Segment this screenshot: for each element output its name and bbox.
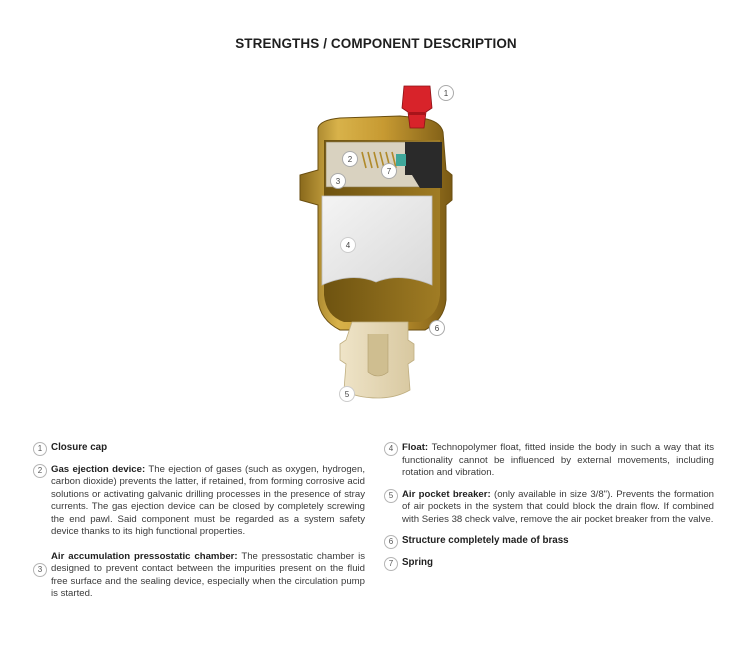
list-item	[33, 464, 365, 539]
item-number-badge: 7	[384, 557, 398, 571]
callout-1: 1	[443, 89, 449, 98]
list-item	[33, 442, 365, 455]
callout-3: 3	[335, 177, 341, 186]
item-heading: Closure cap	[51, 442, 108, 453]
item-text: Technopolymer float, fitted inside the body in such a way that its functionality cannot be influenced by external movements, including rotation and vibration.	[402, 442, 714, 478]
item-heading: Air pocket breaker:	[402, 488, 491, 500]
item-heading: Gas ejection device:	[51, 463, 146, 475]
item-number-badge: 1	[33, 442, 47, 456]
item-text: The ejection of gases (such as oxygen, hydrogen, carbon dioxide) prevents the latter, if retained, from forming corrosive acid solutions or activating galvanic drilling processes in the presence of stray currents. The gas ejection device can be closed by completely screwing the end pawl. Said component must be regarded as a system safety device thanks to its high functional properties.	[51, 463, 366, 537]
callout-5: 5	[344, 390, 350, 399]
callout-4: 4	[345, 241, 351, 250]
list-item	[33, 551, 365, 601]
item-text: (only available in size 3/8"). Prevents the formation of air pockets in the system that could block the drain flow. If combined with Series 38 check valve, remove the air pocket breaker from the valve.	[402, 488, 715, 525]
list-item	[384, 535, 714, 548]
callout-2: 2	[347, 155, 353, 164]
callout-7: 7	[386, 167, 392, 176]
item-heading: Float:	[402, 442, 429, 453]
item-number-badge: 3	[33, 563, 47, 577]
item-heading: Structure completely made of brass	[402, 535, 569, 546]
list-item	[384, 442, 714, 480]
item-number-badge: 2	[33, 464, 47, 478]
list-item	[384, 489, 714, 527]
item-number-badge: 6	[384, 535, 398, 549]
description-column-right	[384, 442, 714, 578]
callout-6: 6	[434, 324, 440, 333]
page-title: STRENGTHS / COMPONENT DESCRIPTION	[235, 36, 517, 51]
item-number-badge: 4	[384, 442, 398, 456]
valve-cutaway-illustration	[280, 75, 480, 410]
item-number-badge: 5	[384, 489, 398, 503]
item-text: The pressostatic chamber is designed to prevent contact between the impurities present on the fluid free surface and the sealing device, especially when the circulation pump is started.	[51, 550, 366, 599]
item-heading: Air accumulation pressostatic chamber:	[51, 550, 238, 562]
list-item	[384, 557, 714, 570]
item-heading: Spring	[402, 556, 434, 568]
description-column-left	[33, 442, 365, 610]
